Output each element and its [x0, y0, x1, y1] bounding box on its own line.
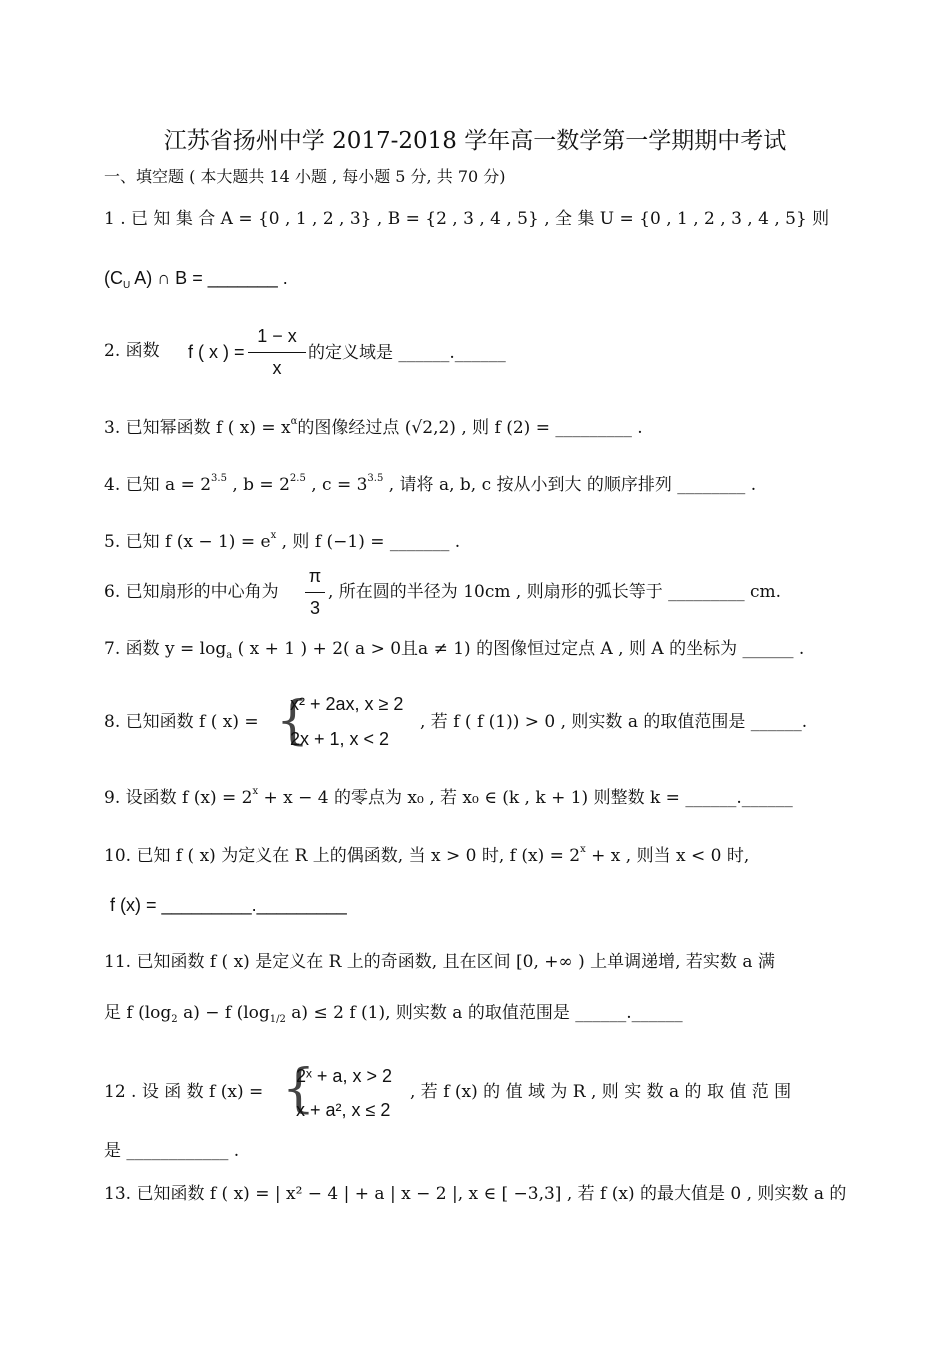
- question-12-label: 12 . 设 函 数 f (x) =: [104, 1082, 264, 1102]
- left-brace: {: [282, 1059, 316, 1119]
- question-2-fx: f ( x ) =: [188, 342, 245, 362]
- question-4: 4. 已知 $a = 2^{3.5}$ , $b = 2^{2.5}$ , $c = 3^{3.5}$ , 请将 a, b, c 按从小到大 的顺序排列 ________ .: [104, 473, 757, 495]
- question-6-label: 6. 已知扇形的中心角为: [104, 582, 279, 602]
- left-brace: {: [276, 691, 310, 751]
- question-6-denominator: 3: [309, 598, 320, 618]
- question-9: 9. 设函数 f $(x) = 2^x + x - 4$ 的零点为 x₀ , 若 x₀ ∈ (k , k + 1) 则整数 k = ______.______: [104, 786, 793, 808]
- question-12-line-2: 是 ____________ .: [104, 1141, 240, 1161]
- question-7: 7. 函数 $y = \log_a$ ( x + 1 ) + 2( a > 0且a ≠ 1) 的图像恒过定点 A , 则 A 的坐标为 ______ .: [104, 639, 805, 661]
- question-11-line-1: 11. 已知函数 f ( x) 是定义在 R 上的奇函数, 且在区间 [0, +∞ ) 上单调递增, 若实数 a 满: [104, 952, 775, 972]
- question-12-tail: , 若 f (x) 的 值 域 为 R , 则 实 数 a 的 取 值 范 围: [410, 1082, 792, 1102]
- section-heading: 一、填空题 ( 本大题共 14 小题 , 每小题 5 分, 共 70 分): [104, 167, 506, 186]
- question-8-label: 8. 已知函数 f ( x) =: [104, 712, 259, 732]
- question-3: 3. 已知幂函数 f ( $x) = x^\alpha$的图像经过点 (√2,2) , 则 f (2) = _________ .: [104, 416, 643, 438]
- fraction-bar: [305, 592, 325, 593]
- question-2-denominator: x: [272, 358, 282, 378]
- exam-title: 江苏省扬州中学 2017-2018 学年高一数学第一学期期中考试: [163, 128, 787, 154]
- question-12-case-1: 2ˣ + a, x > 2: [296, 1066, 392, 1086]
- question-2-label: 2. 函数: [104, 341, 160, 361]
- question-12-case-2: x + a², x ≤ 2: [296, 1100, 391, 1120]
- question-2-numerator: 1 − x: [257, 326, 297, 346]
- question-5: 5. 已知 f $(x - 1) = e^x$ , 则 f (−1) = _______ .: [104, 530, 461, 552]
- question-1-line-2: ($C_U$ A) ∩ B = _______ .: [104, 268, 288, 291]
- question-10-line-2: f (x) = _________._________: [110, 895, 347, 915]
- question-13: 13. 已知函数 f ( x) = | x² − 4 | + a | x − 2 |, x ∈ [ −3,3] , 若 f (x) 的最大值是 0 , 则实数 a 的: [104, 1184, 847, 1204]
- question-8-case-1: x² + 2ax, x ≥ 2: [290, 694, 404, 714]
- question-2-tail: 的定义域是 ______.______: [308, 343, 506, 363]
- question-1-line-1: 1 . 已 知 集 合 A = {0 , 1 , 2 , 3} , B = {2 , 3 , 4 , 5} , 全 集 U = {0 , 1 , 2 , 3 , 4 , 5} 则: [104, 209, 830, 229]
- question-6-numerator: π: [308, 566, 322, 586]
- fraction-bar: [248, 352, 306, 353]
- question-10-line-1: 10. 已知 f ( x) 为定义在 R 上的偶函数, 当 x > 0 时, f $(x) = 2^x + x$ , 则当 x < 0 时,: [104, 844, 750, 866]
- question-11-line-2: 足 f ($\log_2$ a) − f ($\log_{1/2}$ a) ≤ 2 f (1), 则实数 a 的取值范围是 ______.______: [104, 1003, 683, 1025]
- question-8-case-2: 2x + 1, x < 2: [290, 729, 390, 749]
- question-8-tail: , 若 f ( f (1)) > 0 , 则实数 a 的取值范围是 ______.: [420, 712, 808, 732]
- question-6-tail: , 所在圆的半径为 10cm , 则扇形的弧长等于 _________ cm.: [328, 582, 782, 602]
